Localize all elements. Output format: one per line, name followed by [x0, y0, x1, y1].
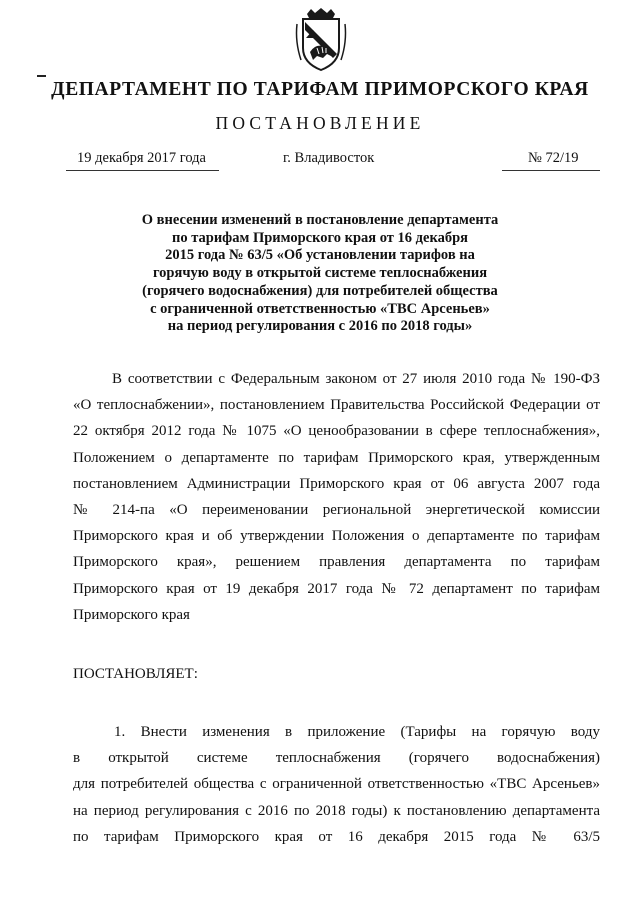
item-line: в открытой системе теплоснабжения (горячего водоснабжения) — [73, 750, 600, 767]
paragraph-line: Положением о департаменте по тарифам Приморского края, утвержденным — [73, 449, 600, 466]
document-number: № 72/19 — [528, 150, 579, 166]
document-city: г. Владивосток — [283, 150, 375, 166]
title-line: на период регулирования с 2016 по 2018 годы» — [167, 318, 473, 335]
title-line: по тарифам Приморского края от 16 декабря — [171, 229, 468, 246]
title-line: О внесении изменений в постановление департамента — [141, 212, 499, 228]
paragraph-line: 22 октября 2012 года № 1075 «О ценообразовании в сфере теплоснабжения», — [73, 423, 600, 440]
preamble-paragraph — [73, 366, 600, 628]
resolution-item-1 — [73, 719, 600, 850]
paragraph-line: Приморского края», решением правления департамента по тарифам — [73, 554, 600, 571]
item-line: на период регулирования с 2016 по 2018 годы) к постановлению департамента — [73, 802, 600, 819]
paragraph-line: Приморского края и об утверждении Положения о департаменте по тарифам — [73, 528, 600, 545]
title-line: (горячего водоснабжения) для потребителей общества — [142, 282, 498, 299]
document-type: ПОСТАНОВЛЕНИЕ — [215, 113, 425, 133]
item-line: по тарифам Приморского края от 16 декабря 2015 года № 63/5 — [73, 828, 600, 845]
title-line: горячую воду в открытой системе теплоснабжения — [152, 265, 488, 282]
item-line: для потребителей общества с ограниченной ответственностью «ТВС Арсеньев» — [73, 776, 600, 793]
paragraph-line: № 214-па «О переименовании региональной энергетической комиссии — [73, 501, 600, 518]
title-line: 2015 года № 63/5 «Об установлении тарифов на — [165, 247, 475, 264]
paragraph-line: «О теплоснабжении», постановлением Правительства Российской Федерации от — [73, 397, 600, 414]
paragraph-line: постановлением Администрации Приморского края от 06 августа 2007 года — [73, 475, 600, 492]
date-underline — [66, 170, 219, 171]
document-date: 19 декабря 2017 года — [77, 150, 206, 166]
document-title — [60, 212, 580, 336]
item-line: 1. Внести изменения в приложение (Тарифы на горячую воду — [114, 724, 600, 740]
department-name: ДЕПАРТАМЕНТ ПО ТАРИФАМ ПРИМОРСКОГО КРАЯ — [51, 79, 589, 100]
resolve-heading: ПОСТАНОВЛЯЕТ: — [73, 666, 198, 682]
scan-mark — [37, 75, 46, 77]
coat-of-arms-icon — [293, 8, 349, 72]
paragraph-line: Приморского края от 19 декабря 2017 года № 72 департамент по тарифам — [73, 580, 600, 597]
number-underline — [502, 170, 600, 171]
title-line: с ограниченной ответственностью «ТВС Арсеньев» — [150, 300, 490, 317]
coat-of-arms-emblem — [293, 8, 349, 72]
paragraph-line: В соответствии с Федеральным законом от 27 июля 2010 года № 190-ФЗ — [112, 371, 600, 387]
paragraph-line: Приморского края — [73, 606, 190, 623]
